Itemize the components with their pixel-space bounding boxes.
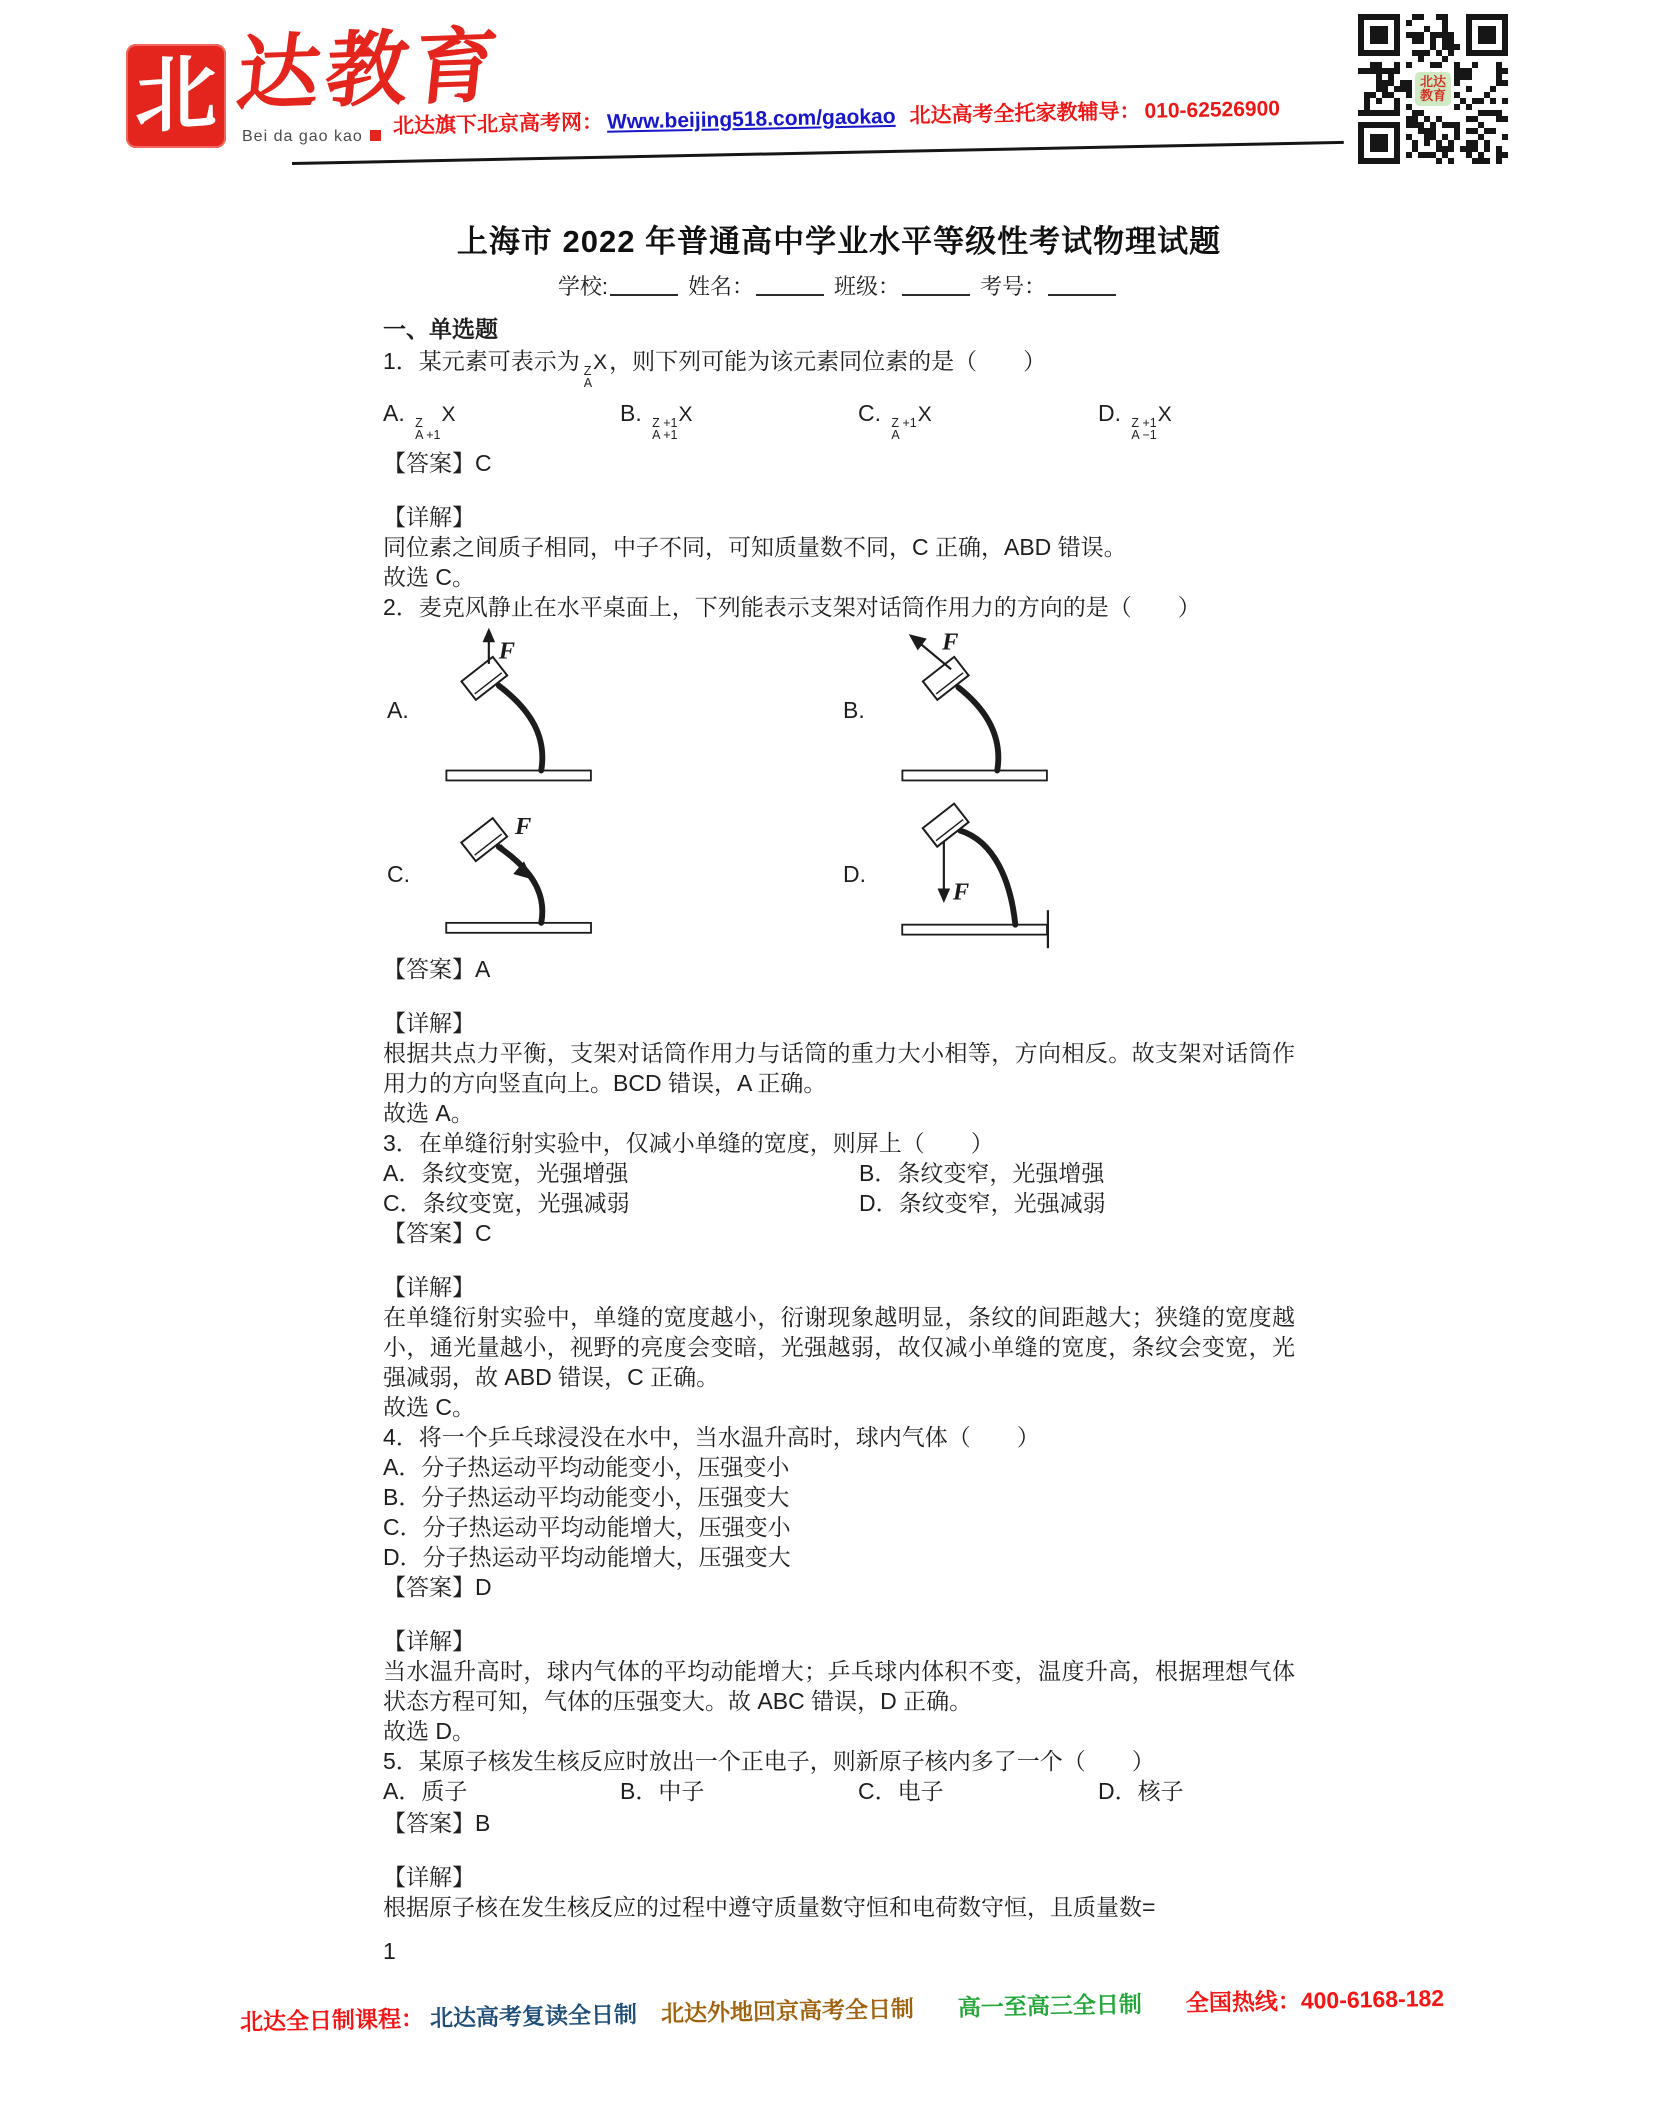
q1-option-a [383,398,620,442]
element-symbol: X [678,403,693,426]
seal-character: 北 [135,47,217,144]
section-heading: 一、单选题 [383,316,498,342]
mic-diagram-d [895,798,1085,950]
page-title: 上海市 2022 年普通高中学业水平等级性考试物理试题 [456,224,1222,259]
answer-tag: 【答案】 [383,1220,475,1246]
force-label: F [942,628,959,656]
exam-info-line [383,272,1295,302]
q2-answer [383,954,1295,984]
footer-hotline: 全国热线：400-6168-182 [1185,1984,1445,2017]
q2-detail-choice: 故选 A。 [383,1100,474,1126]
isotope-notation [584,366,592,390]
logo-subtext [242,128,381,146]
q1-detail-choice: 故选 C。 [383,564,475,590]
info-blank-name [756,274,824,296]
q3-detail-choice: 故选 C。 [383,1394,475,1420]
diagram-label-a: A. [387,697,409,723]
mic-diagram-c [439,805,629,943]
element-symbol: X [593,351,608,374]
header-tagline [393,92,1281,140]
q1-answer [383,448,1295,478]
q1-option-b [620,398,858,442]
answer-tag: 【答案】 [383,956,475,982]
qr-code [1358,14,1508,164]
isotope-notation [415,418,440,442]
q2-diagram-row-1 [383,626,1295,794]
q5-detail-tag: 【详解】 [383,1864,475,1890]
q2-diagram-cell-d [839,798,1295,950]
atomic-number: A −1 [1131,428,1157,442]
mic-base [902,925,1047,935]
force-label: F [952,878,970,906]
atomic-number: A +1 [415,428,441,442]
qr-badge-line2: 教育 [1419,88,1447,103]
mic-base [446,923,591,933]
info-blank-class [902,274,970,296]
qr-center-badge [1415,72,1451,106]
answer-value: D [475,1574,492,1600]
mic-arm [499,686,543,771]
header-divider [292,141,1344,165]
q1-option-c [858,398,1098,442]
gaokao-site-label: 北达旗下北京高考网： [392,110,604,138]
spacer [383,1248,1295,1272]
answer-value: A [475,956,491,982]
brand-square-icon [370,130,381,141]
page-number: 1 [383,1938,396,1964]
q4-detail-choice: 故选 D。 [383,1718,475,1744]
mic-body [923,804,969,847]
q3-option-a: A．条纹变宽，光强增强 [383,1160,629,1186]
q2-stem: 2．麦克风静止在水平桌面上，下列能表示支架对话筒作用力的方向的是（ ） [383,594,1201,620]
option-label: B. [620,400,642,426]
q1-stem-post: ，则下列可能为该元素同位素的是（ ） [609,348,1047,374]
force-label: F [515,813,532,841]
tutoring-label: 北达高考全托家教辅导： [909,99,1141,128]
answer-tag: 【答案】 [383,1574,475,1600]
q5-stem: 5．某原子核发生核反应时放出一个正电子，则新原子核内多了一个（ ） [383,1748,1155,1774]
force-arrow-down [938,841,951,903]
q5-option-d: D．核子 [1098,1778,1184,1804]
mass-number: Z [583,364,592,378]
q3-answer [383,1218,1295,1248]
spacer [383,1838,1295,1862]
footer-return-beijing: 北达外地回京高考全日制 [660,1995,915,2027]
option-label: A. [383,400,405,426]
q2-detail-text: 根据共点力平衡，支架对话筒作用力与话筒的重力大小相等，方向相反。故支架对话筒作用力的方向竖直向上。BCD 错误，A 正确。 [383,1040,1295,1096]
isotope-notation [1131,418,1156,442]
q4-option-b: B．分子热运动平均动能变小，压强变大 [383,1484,790,1510]
q3-detail-tag: 【详解】 [383,1274,475,1300]
q3-options-row-2 [383,1188,1295,1218]
mic-base [902,771,1047,781]
info-label-name: 姓名： [688,274,755,299]
diagram-label-c: C. [387,861,410,887]
q1-detail-tag: 【详解】 [383,504,475,530]
logo-seal [126,44,226,148]
atomic-number: A +1 [652,428,678,442]
q2-detail-tag: 【详解】 [383,1010,475,1036]
logo-text: 达教育 [232,20,508,121]
diagram-label-b: B. [843,697,865,723]
q4-option-d: D．分子热运动平均动能增大，压强变大 [383,1544,791,1570]
gaokao-site-link[interactable]: Www.beijing518.com/gaokao [606,104,896,134]
logo-subtext-label: Bei da gao kao [242,128,363,145]
footer-courses-label: 北达全日制课程： [239,2005,425,2035]
mic-base [446,771,591,781]
mass-number: Z [415,416,423,430]
q1-stem [383,346,1295,390]
mass-number: Z +1 [652,416,678,430]
q5-answer [383,1808,1295,1838]
info-blank-number [1048,274,1116,296]
element-symbol: X [441,403,456,426]
q2-diagram-cell-a [383,626,839,794]
answer-tag: 【答案】 [383,450,475,476]
q3-option-d: D．条纹变窄，光强减弱 [859,1190,1106,1216]
option-label: C. [858,400,881,426]
answer-value: C [475,1220,492,1246]
q2-diagram-cell-c [383,805,839,943]
info-blank-school [610,274,678,296]
mic-diagram-a [439,626,629,794]
q3-detail-text: 在单缝衍射实验中，单缝的宽度越小，衍谢现象越明显，条纹的间距越大；狭缝的宽度越小，通光量越小，视野的亮度会变暗，光强越弱，故仅减小单缝的宽度，条纹会变宽，光强减弱，故 ABD 错误，C 正确。 [383,1304,1295,1390]
q1-stem-pre: 1．某元素可表示为 [383,348,580,374]
q1-detail-text: 同位素之间质子相同，中子不同，可知质量数不同，C 正确，ABD 错误。 [383,534,1127,560]
atomic-number: A [583,376,593,390]
q1-option-d [1098,398,1295,442]
force-arrow-down-right [501,845,533,879]
spacer [383,478,1295,502]
footer [240,1980,1445,2037]
info-label-school: 学校: [557,274,609,299]
mass-number: Z +1 [891,416,917,430]
q2-diagram-row-2 [383,798,1295,950]
q3-options-row-1 [383,1158,1295,1188]
mic-arm [499,847,543,923]
mass-number: Z +1 [1131,416,1157,430]
qr-badge-line1: 北达 [1419,74,1447,89]
option-label: D. [1098,400,1121,426]
q5-option-c: C．电子 [858,1778,944,1804]
q2-diagram-cell-b [839,626,1295,794]
diagram-label-d: D. [843,861,866,887]
q5-options [383,1776,1295,1808]
spacer [383,1602,1295,1626]
atomic-number: A [891,428,900,442]
q4-detail-text: 当水温升高时，球内气体的平均动能增大；乒乓球内体积不变，温度升高，根据理想气体状态方程可知，气体的压强变大。故 ABC 错误，D 正确。 [383,1658,1295,1714]
mic-body [461,818,507,861]
info-label-number: 考号： [980,274,1047,299]
mic-diagram-b [895,626,1085,794]
q5-option-b: B．中子 [620,1778,705,1804]
exam-content [383,222,1295,1966]
q3-stem: 3．在单缝衍射实验中，仅减小单缝的宽度，则屏上（ ） [383,1130,994,1156]
q4-option-c: C．分子热运动平均动能增大，压强变小 [383,1514,791,1540]
isotope-notation [652,418,677,442]
force-label: F [498,637,516,665]
element-symbol: X [917,403,932,426]
spacer [383,984,1295,1008]
mic-arm [958,687,998,770]
q3-option-b: B．条纹变窄，光强增强 [859,1160,1105,1186]
footer-grade-fulltime: 高一至高三全日制 [957,1990,1143,2021]
q4-option-a: A．分子热运动平均动能变小，压强变小 [383,1454,790,1480]
q1-options [383,390,1295,448]
answer-value: C [475,450,492,476]
answer-value: B [475,1810,491,1836]
isotope-notation [891,418,916,442]
answer-tag: 【答案】 [383,1810,475,1836]
tutoring-phone: 010-62526900 [1144,97,1281,123]
q5-detail-text: 根据原子核在发生核反应的过程中遵守质量数守恒和电荷数守恒，且质量数= [383,1894,1156,1920]
q3-option-c: C．条纹变宽，光强减弱 [383,1190,630,1216]
q4-detail-tag: 【详解】 [383,1628,475,1654]
element-symbol: X [1157,403,1172,426]
q5-option-a: A．质子 [383,1778,468,1804]
q4-answer [383,1572,1295,1602]
q4-stem: 4．将一个乒乓球浸没在水中，当水温升高时，球内气体（ ） [383,1424,1040,1450]
info-label-class: 班级： [834,274,901,299]
footer-fulltime-repeat: 北达高考复读全日制 [429,2001,638,2032]
